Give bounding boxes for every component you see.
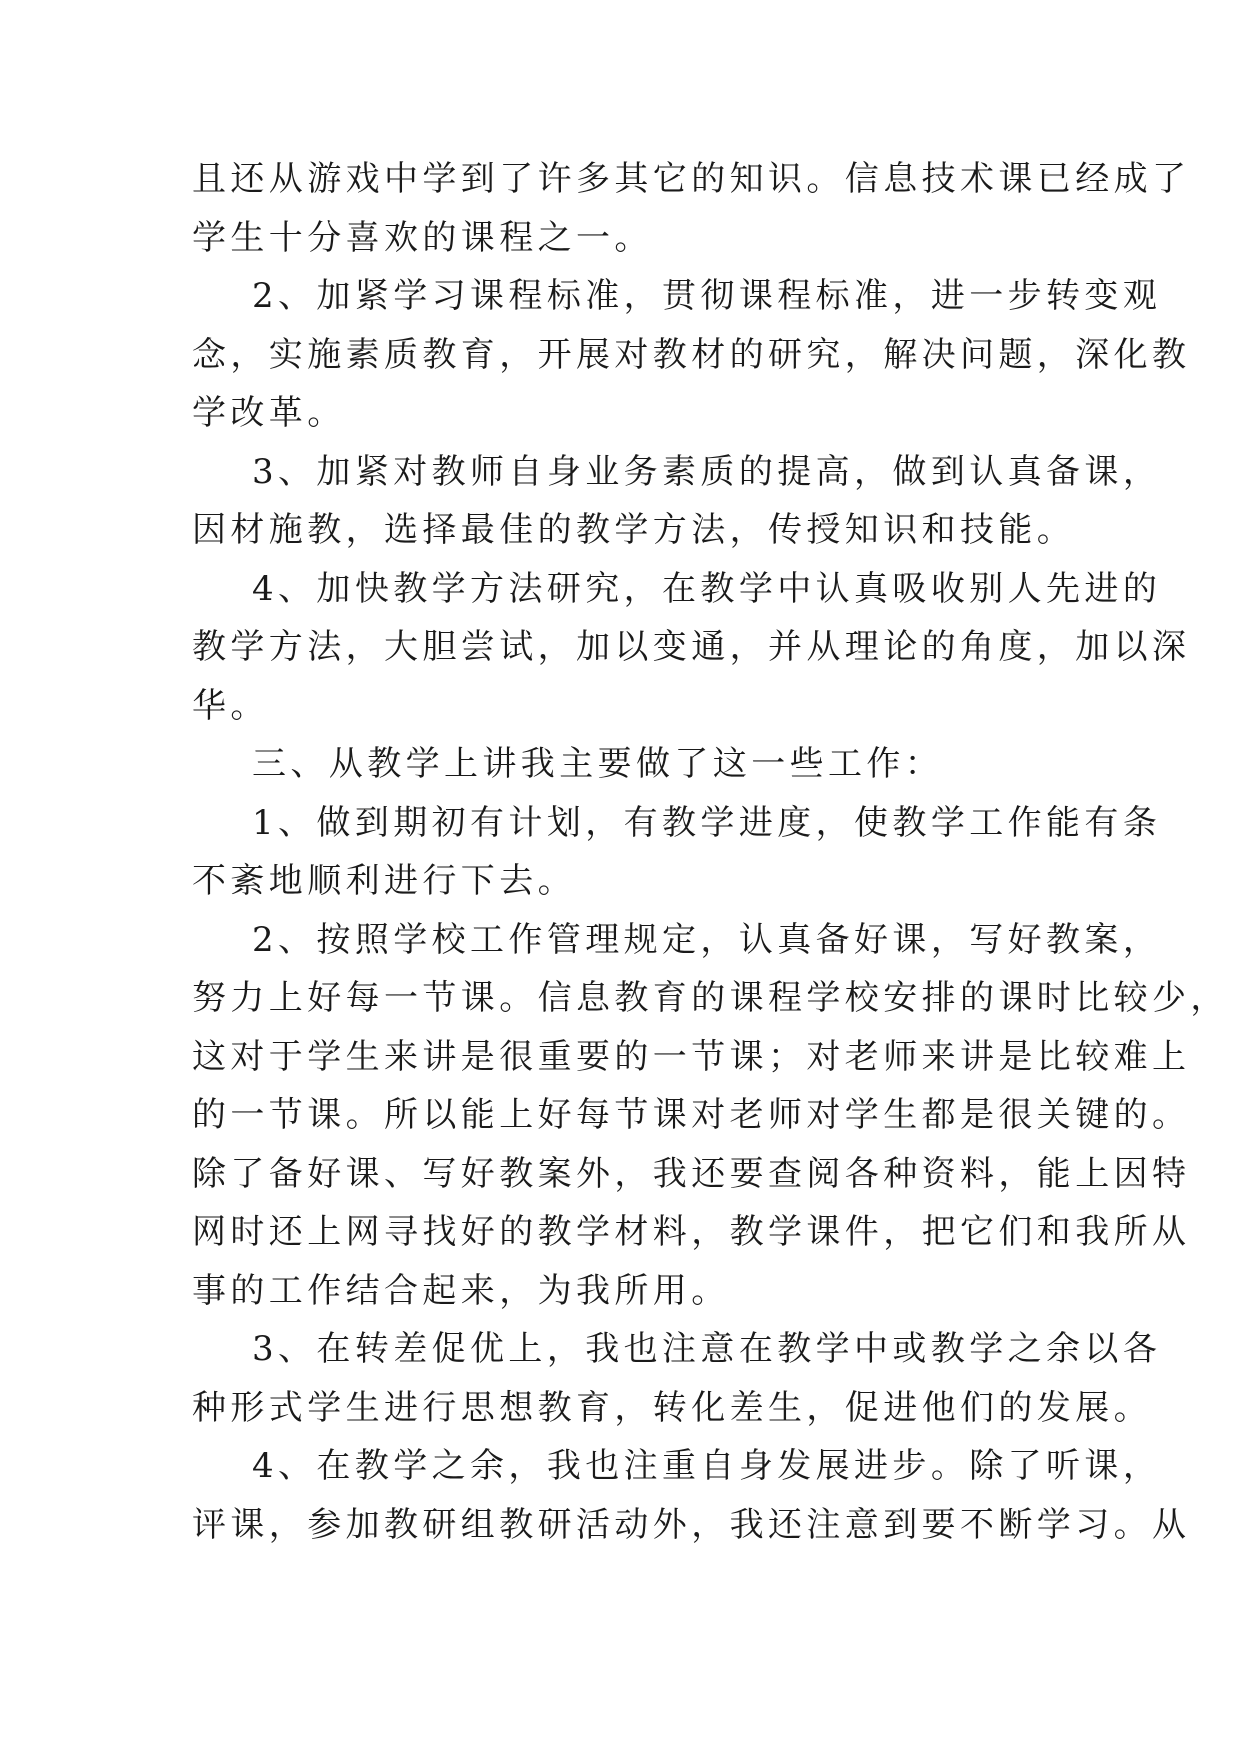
text-line: 学生十分喜欢的课程之一。 (192, 217, 653, 258)
text-line: 4、加快教学方法研究，在教学中认真吸收别人先进的 (252, 568, 1162, 609)
text-line: 2、按照学校工作管理规定，认真备好课，写好教案， (252, 919, 1162, 960)
text-line: 2、加紧学习课程标准，贯彻课程标准，进一步转变观 (252, 276, 1162, 316)
text-line: 华。 (192, 685, 269, 726)
text-line: 3、加紧对教师自身业务素质的提高，做到认真备课， (252, 451, 1162, 492)
document-body (192, 150, 1229, 1554)
text-line: 不紊地顺利进行下去。 (192, 861, 576, 901)
text-line: 教学方法，大胆尝试，加以变通，并从理论的角度，加以深 (192, 627, 1191, 667)
text-line: 这对于学生来讲是很重要的一节课；对老师来讲是比较难上 (192, 1036, 1191, 1077)
text-line: 4、在教学之余，我也注重自身发展进步。除了听课， (252, 1446, 1162, 1486)
text-line: 努力上好每一节课。信息教育的课程学校安排的课时比较少， (192, 978, 1229, 1018)
text-line: 的一节课。所以能上好每节课对老师对学生都是很关键的。 (192, 1095, 1191, 1135)
text-line: 念，实施素质教育，开展对教材的研究，解决问题，深化教 (192, 334, 1191, 375)
text-line: 且还从游戏中学到了许多其它的知识。信息技术课已经成了 (192, 159, 1191, 199)
text-line: 3、在转差促优上，我也注意在教学中或教学之余以各 (252, 1329, 1162, 1369)
text-line: 除了备好课、写好教案外，我还要查阅各种资料，能上因特 (192, 1153, 1191, 1194)
text-line: 三、从教学上讲我主要做了这一些工作： (252, 744, 944, 784)
text-line: 评课，参加教研组教研活动外，我还注意到要不断学习。从 (192, 1504, 1191, 1545)
text-line: 因材施教，选择最佳的教学方法，传授知识和技能。 (192, 510, 1076, 550)
text-line: 事的工作结合起来，为我所用。 (192, 1270, 730, 1311)
text-line: 网时还上网寻找好的教学材料，教学课件，把它们和我所从 (192, 1212, 1191, 1252)
text-line: 种形式学生进行思想教育，转化差生，促进他们的发展。 (192, 1387, 1152, 1428)
text-line: 学改革。 (192, 393, 346, 433)
text-line: 1、做到期初有计划，有教学进度，使教学工作能有条 (252, 802, 1162, 843)
